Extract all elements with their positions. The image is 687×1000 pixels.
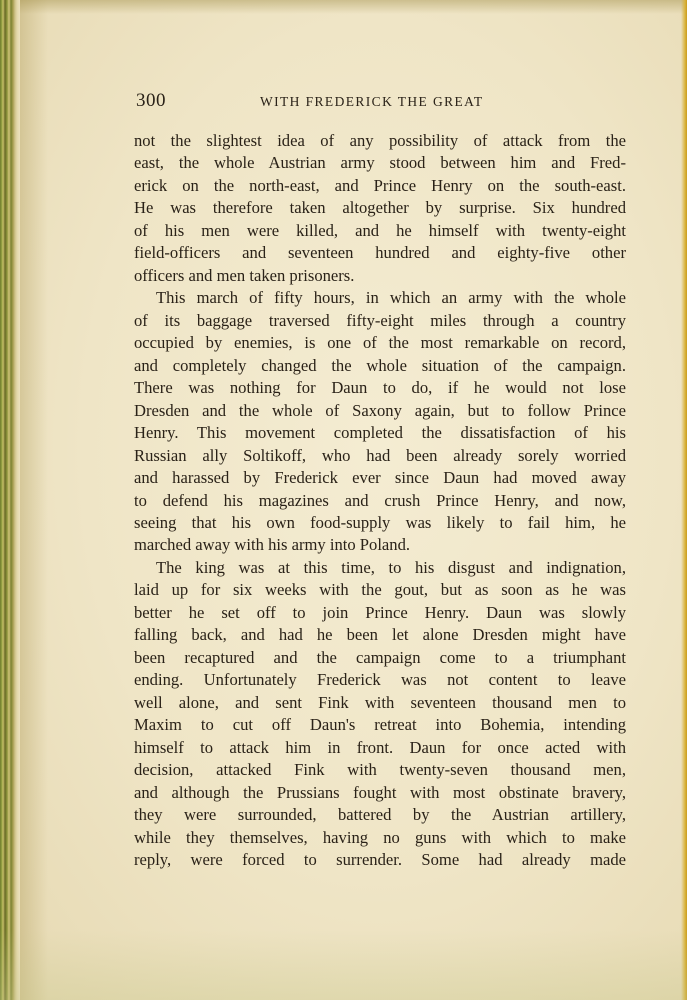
- text-line: not the slightest idea of any possibility of attack from the: [134, 131, 626, 150]
- text-line: east, the whole Austrian army stood between him and Fred-: [134, 153, 626, 173]
- text-line: and although the Prussians fought with most obstinate bravery,: [134, 782, 626, 802]
- text-line: ending. Unfortunately Frederick was not content to leave: [134, 670, 626, 690]
- page-bottom-tint: [0, 930, 687, 1000]
- text-line: they were surrounded, battered by the Austrian artillery,: [134, 805, 626, 825]
- text-line: and harassed by Frederick ever since Daun had moved away: [134, 468, 626, 488]
- text-line: He was therefore taken altogether by surprise. Six hundred: [134, 198, 626, 218]
- text-line: Russian ally Soltikoff, who had been already sorely worried: [134, 445, 626, 465]
- text-line: marched away with his army into Poland.: [134, 535, 411, 555]
- text-line: field-officers and seventeen hundred and eighty-five other: [134, 243, 626, 263]
- text-line: of its baggage traversed fifty-eight miles through a country: [134, 310, 626, 330]
- page-header: [136, 90, 628, 116]
- text-line: officers and men taken prisoners.: [134, 265, 355, 285]
- running-head: WITH FREDERICK THE GREAT: [260, 94, 484, 109]
- text-line: himself to attack him in front. Daun for once acted with: [134, 737, 626, 757]
- text-line: This march of fifty hours, in which an army with the whole: [156, 288, 626, 308]
- gutter-shadow: [20, 0, 48, 1000]
- text-line: better he set off to join Prince Henry. Daun was slowly: [134, 602, 626, 622]
- text-line: reply, were forced to surrender. Some had already made: [134, 850, 626, 869]
- text-line: Maxim to cut off Daun's retreat into Bohemia, intending: [134, 715, 626, 735]
- text-line: occupied by enemies, is one of the most remarkable on record,: [134, 333, 626, 353]
- text-line: There was nothing for Daun to do, if he would not lose: [134, 378, 626, 398]
- text-line: while they themselves, having no guns with which to make: [134, 827, 626, 847]
- text-line: Henry. This movement completed the dissatisfaction of his: [134, 423, 626, 443]
- page-right-edge: [681, 0, 687, 1000]
- text-line: of his men were killed, and he himself with twenty-eight: [134, 220, 626, 240]
- book-binding-edge: [0, 0, 20, 1000]
- body-text: [134, 130, 626, 871]
- page-number: 300: [136, 90, 166, 111]
- text-line: Dresden and the whole of Saxony again, but to follow Prince: [134, 400, 626, 420]
- text-line: been recaptured and the campaign come to a triumphant: [134, 647, 626, 667]
- text-line: well alone, and sent Fink with seventeen thousand men to: [134, 692, 626, 712]
- text-line: and completely changed the whole situation of the campaign.: [134, 355, 626, 375]
- text-line: falling back, and had he been let alone Dresden might have: [134, 625, 626, 645]
- text-line: erick on the north-east, and Prince Henry on the south-east.: [134, 175, 626, 195]
- text-line: laid up for six weeks with the gout, but as soon as he was: [134, 580, 626, 600]
- text-line: seeing that his own food-supply was likely to fail him, he: [134, 512, 626, 532]
- text-line: The king was at this time, to his disgust and indignation,: [156, 557, 626, 577]
- text-line: decision, attacked Fink with twenty-seven thousand men,: [134, 760, 626, 780]
- text-line: to defend his magazines and crush Prince Henry, and now,: [134, 490, 626, 510]
